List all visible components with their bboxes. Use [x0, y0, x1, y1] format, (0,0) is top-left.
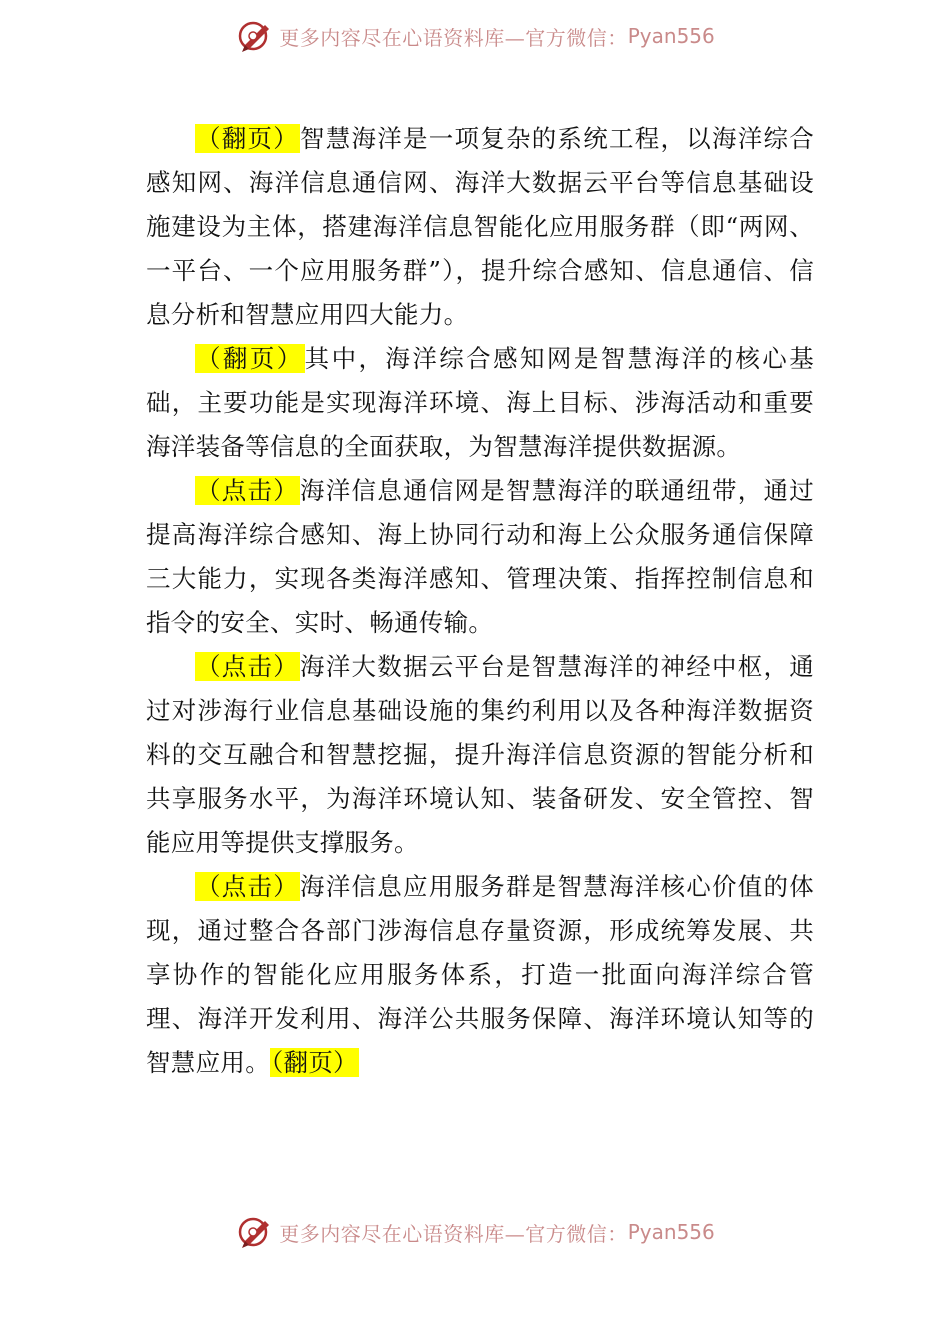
- paragraph-3: [146, 469, 814, 645]
- header-banner-text: 更多内容尽在心语资料库—官方微信：: [279, 25, 628, 50]
- paragraph-text: 海洋信息通信网是智慧海洋的联通纽带，通过提高海洋综合感知、海上协同行动和海上公众服务通信保障三大能力，实现各类海洋感知、管理决策、指挥控制信息和指令的安全、实时、畅通传输。: [146, 476, 815, 637]
- header-wechat-id: Pyan556: [627, 24, 715, 48]
- click-tag: （点击）: [196, 476, 299, 505]
- page-turn-tag: （翻页）: [196, 344, 304, 373]
- paragraph-text: 其中，海洋综合感知网是智慧海洋的核心基础，主要功能是实现海洋环境、海上目标、涉海活动和重要海洋装备等信息的全面获取，为智慧海洋提供数据源。: [146, 344, 814, 461]
- footer-wechat-id: Pyan556: [627, 1220, 715, 1244]
- pen-logo-icon: [235, 16, 275, 56]
- paragraph-text: 智慧海洋是一项复杂的系统工程，以海洋综合感知网、海洋信息通信网、海洋大数据云平台等信息基础设施建设为主体，搭建海洋信息智能化应用服务群（即“两网、一平台、一个应用服务群”），提升综合感知、信息通信、信息分析和智慧应用四大能力。: [146, 124, 815, 329]
- page-turn-tag-end: （翻页）: [271, 1048, 358, 1077]
- paragraph-1: [146, 117, 814, 337]
- click-tag: （点击）: [196, 652, 299, 681]
- paragraph-4: [146, 645, 814, 865]
- footer-banner-text: 更多内容尽在心语资料库—官方微信：: [279, 1221, 628, 1246]
- paragraph-5: [146, 865, 814, 1085]
- paragraph-2: [146, 337, 814, 469]
- paragraph-text: 海洋信息应用服务群是智慧海洋核心价值的体现，通过整合各部门涉海信息存量资源，形成统筹发展、共享协作的智能化应用服务体系，打造一批面向海洋综合管理、海洋开发利用、海洋公共服务保障、海洋环境认知等的智慧应用。: [146, 872, 815, 1077]
- click-tag: （点击）: [196, 872, 299, 901]
- header-banner: [0, 14, 950, 58]
- footer-banner: [0, 1210, 950, 1254]
- page-turn-tag: （翻页）: [196, 124, 299, 153]
- document-body: [146, 117, 814, 1085]
- paragraph-text: 海洋大数据云平台是智慧海洋的神经中枢，通过对涉海行业信息基础设施的集约利用以及各种海洋数据资料的交互融合和智慧挖掘，提升海洋信息资源的智能分析和共享服务水平，为海洋环境认知、装备研发、安全管控、智能应用等提供支撑服务。: [146, 652, 815, 857]
- pen-logo-icon: [235, 1212, 275, 1252]
